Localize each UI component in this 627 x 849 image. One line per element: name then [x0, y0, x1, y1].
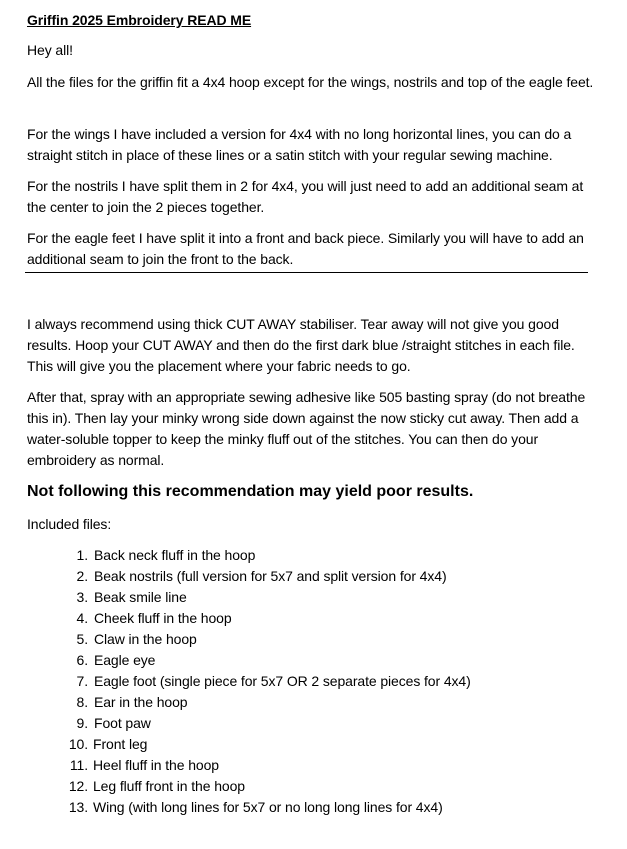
list-item-number: 1.	[76, 547, 88, 563]
paragraph-stabiliser: I always recommend using thick CUT AWAY stabiliser. Tear away will not give you good results. Hoop your CUT AWAY and then do the first dark blue /straight stitches in each file. This will give you the placement where your fabric needs to go.	[27, 316, 575, 374]
paragraph-wings: For the wings I have included a version for 4x4 with no long horizontal lines, you can do a straight stitch in place of these lines or a satin stitch with your regular sewing machine.	[27, 126, 572, 163]
included-files-label: Included files:	[27, 516, 112, 532]
list-item	[27, 608, 597, 629]
paragraph-nostrils: For the nostrils I have split them in 2 for 4x4, you will just need to add an additional seam at the center to join the 2 pieces together.	[27, 178, 584, 215]
list-item-text: Eagle eye	[94, 652, 156, 668]
list-item-number: 8.	[76, 694, 88, 710]
list-item	[27, 734, 597, 755]
list-item-text: Leg fluff front in the hoop	[93, 778, 245, 794]
list-item-text: Beak nostrils (full version for 5x7 and split version for 4x4)	[94, 568, 447, 584]
list-item-text: Cheek fluff in the hoop	[94, 610, 232, 626]
greeting: Hey all!	[27, 42, 73, 58]
list-item-text: Foot paw	[94, 715, 151, 731]
list-item	[27, 671, 597, 692]
list-item	[27, 755, 597, 776]
horizontal-divider	[25, 272, 588, 273]
list-item-number: 3.	[76, 589, 88, 605]
list-item-number: 7.	[76, 673, 88, 689]
list-item	[27, 650, 597, 671]
list-item	[27, 629, 597, 650]
document-title: Griffin 2025 Embroidery READ ME	[27, 12, 252, 28]
list-item-text: Back neck fluff in the hoop	[94, 547, 256, 563]
list-item-text: Beak smile line	[94, 589, 187, 605]
included-files-list	[27, 545, 597, 818]
list-item	[27, 713, 597, 734]
list-item-number: 13.	[68, 799, 88, 815]
paragraph-eagle-feet: For the eagle feet I have split it into a front and back piece. Similarly you will have to add an additional seam to join the front to the back.	[27, 230, 584, 267]
list-item-text: Eagle foot (single piece for 5x7 OR 2 separate pieces for 4x4)	[94, 673, 471, 689]
paragraph-hoop-size: All the files for the griffin fit a 4x4 hoop except for the wings, nostrils and top of the eagle feet.	[27, 74, 594, 90]
list-item-text: Claw in the hoop	[94, 631, 197, 647]
list-item-number: 6.	[76, 652, 88, 668]
list-item-text: Heel fluff in the hoop	[93, 757, 219, 773]
list-item	[27, 587, 597, 608]
list-item-number: 4.	[76, 610, 88, 626]
list-item	[27, 692, 597, 713]
list-item-number: 12.	[68, 778, 88, 794]
list-item-number: 11.	[69, 757, 88, 773]
list-item	[27, 776, 597, 797]
warning-heading: Not following this recommendation may yield poor results.	[27, 483, 474, 500]
list-item	[27, 545, 597, 566]
list-item-number: 10.	[68, 736, 88, 752]
list-item-text: Front leg	[93, 736, 148, 752]
paragraph-adhesive: After that, spray with an appropriate sewing adhesive like 505 basting spray (do not breathe this in). Then lay your minky wrong side down against the now sticky cut away. Then add a water-soluble topper to keep the minky fluff out of the stitches. You can then do your embroidery as normal.	[27, 389, 586, 468]
list-item-number: 9.	[76, 715, 88, 731]
list-item-text: Wing (with long lines for 5x7 or no long long lines for 4x4)	[93, 799, 443, 815]
list-item	[27, 566, 597, 587]
list-item	[27, 797, 597, 818]
list-item-number: 5.	[76, 631, 88, 647]
list-item-text: Ear in the hoop	[94, 694, 188, 710]
list-item-number: 2.	[76, 568, 88, 584]
